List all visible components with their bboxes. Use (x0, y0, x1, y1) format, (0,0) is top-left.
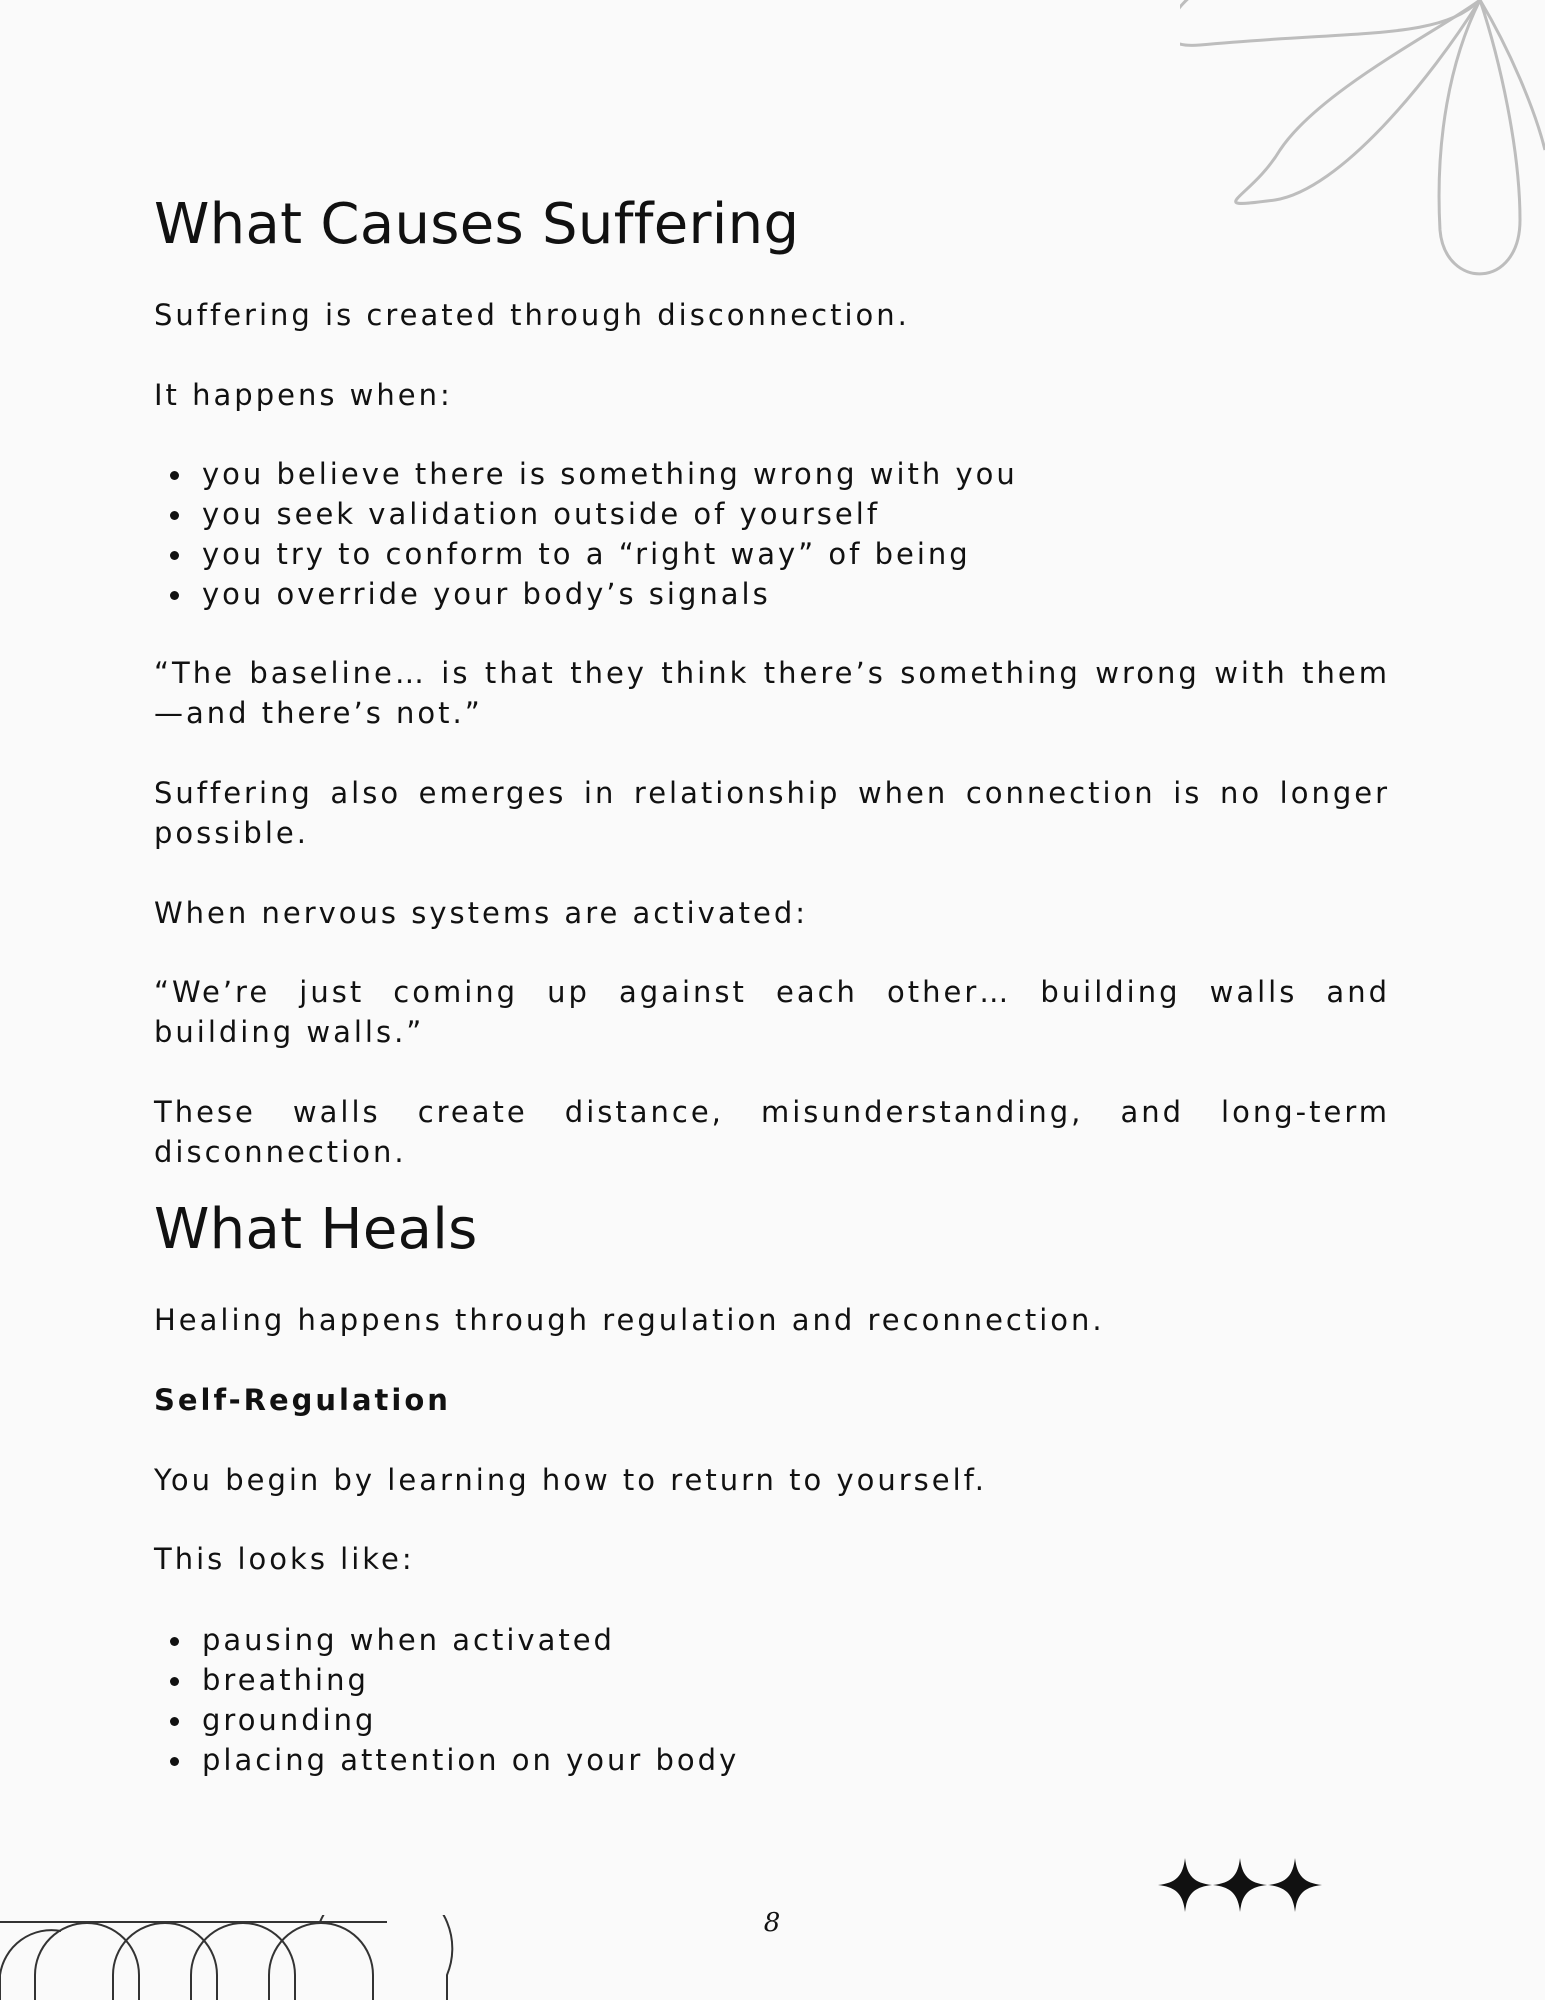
list-item-text: pausing when activated (202, 1623, 615, 1657)
list-item (154, 574, 1390, 614)
quote-walls: “We’re just coming up against each other… building walls and building walls.” (154, 975, 1390, 1049)
star-icon (1158, 1858, 1212, 1912)
sparkle-stars-decoration (1158, 1858, 1322, 1912)
list-item-text: you try to conform to a “right way” of being (202, 537, 971, 571)
arches-decoration (0, 1915, 460, 2000)
star-icon (1268, 1858, 1322, 1912)
paragraph-nervous-systems: When nervous systems are activated: (154, 896, 809, 930)
bullet-dot-icon (170, 511, 179, 520)
bullet-dot-icon (170, 1717, 179, 1726)
list-item (154, 534, 1390, 574)
paragraph-looks-like: This looks like: (154, 1542, 415, 1576)
bullet-dot-icon (170, 471, 179, 480)
section-heading-heals: What Heals (154, 1197, 478, 1262)
section-heading-causes: What Causes Suffering (154, 192, 800, 257)
heals-bullet-list (154, 1620, 1390, 1780)
list-item (154, 1660, 1390, 1700)
bullet-dot-icon (170, 591, 179, 600)
subheading-self-regulation: Self-Regulation (154, 1383, 451, 1417)
list-item-text: you override your body’s signals (202, 577, 771, 611)
bullet-dot-icon (170, 1757, 179, 1766)
causes-bullet-list (154, 454, 1390, 614)
list-item (154, 494, 1390, 534)
bullet-dot-icon (170, 1677, 179, 1686)
list-item (154, 1700, 1390, 1740)
paragraph-happens-when: It happens when: (154, 378, 453, 412)
list-item (154, 1620, 1390, 1660)
quote-baseline: “The baseline… is that they think there’s something wrong with them—and there’s not.” (154, 656, 1390, 730)
paragraph-intro: Suffering is created through disconnection. (154, 298, 910, 332)
paragraph-healing: Healing happens through regulation and reconnection. (154, 1303, 1105, 1337)
star-icon (1213, 1858, 1267, 1912)
list-item-text: breathing (202, 1663, 369, 1697)
list-item-text: placing attention on your body (202, 1743, 740, 1777)
list-item-text: you seek validation outside of yourself (202, 497, 881, 531)
paragraph-return: You begin by learning how to return to yourself. (154, 1463, 987, 1497)
list-item-text: you believe there is something wrong with you (202, 457, 1018, 491)
bullet-dot-icon (170, 1637, 179, 1646)
bullet-dot-icon (170, 551, 179, 560)
page-number: 8 (763, 1908, 781, 1938)
paragraph-relationship: Suffering also emerges in relationship when connection is no longer possible. (154, 776, 1390, 850)
list-item (154, 454, 1390, 494)
paragraph-walls-effect: These walls create distance, misunderstanding, and long-term disconnection. (154, 1095, 1390, 1169)
list-item-text: grounding (202, 1703, 377, 1737)
list-item (154, 1740, 1390, 1780)
flower-decoration (1180, 0, 1545, 300)
